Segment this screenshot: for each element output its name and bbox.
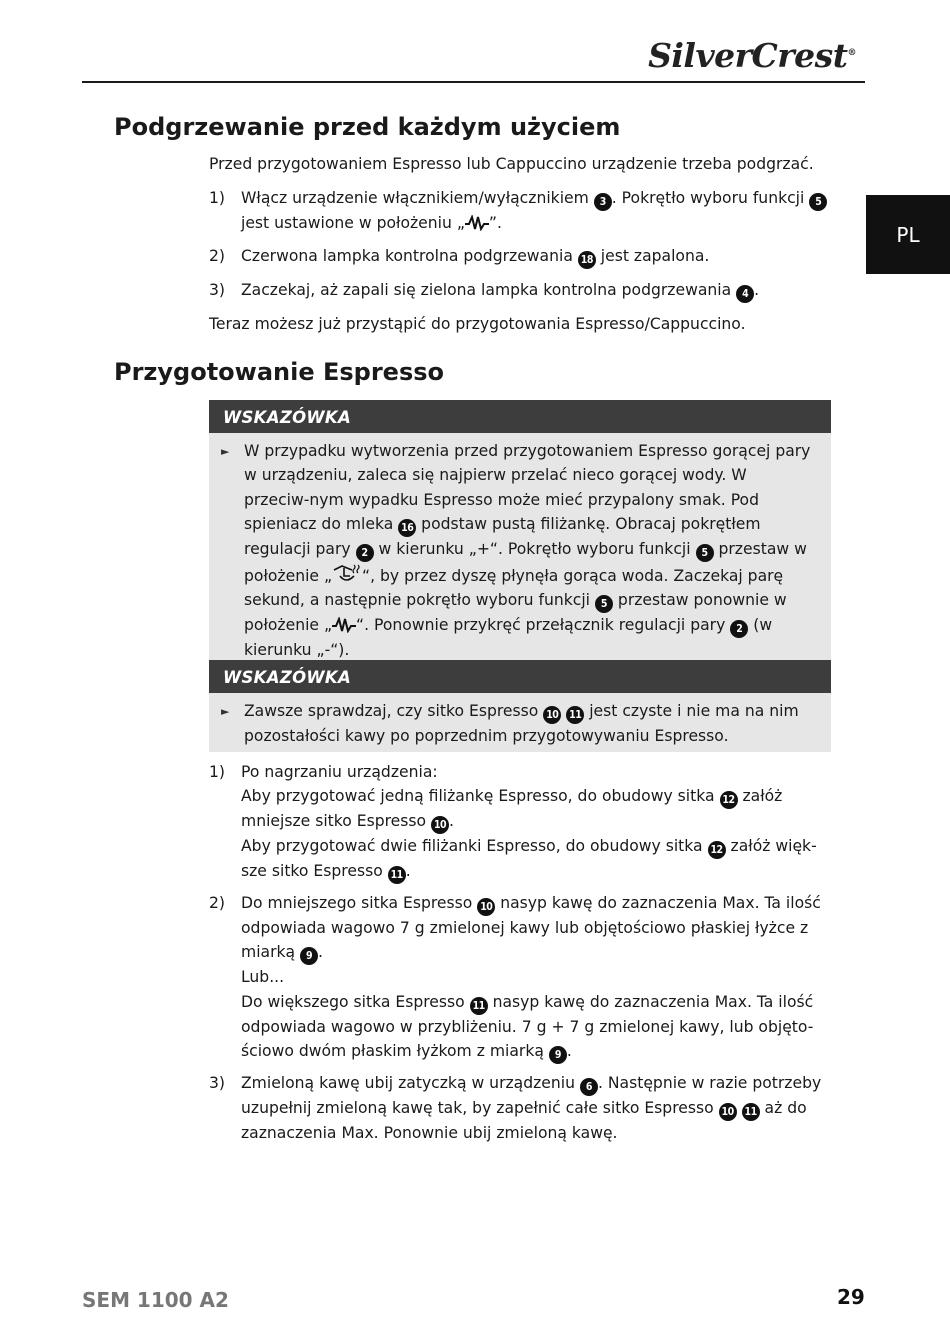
callout-number: 12 (720, 791, 738, 809)
callout-number: 9 (549, 1046, 567, 1064)
espresso-heat-symbol-icon (465, 215, 489, 231)
callout-number: 11 (388, 866, 406, 884)
callout-number: 2 (730, 620, 748, 638)
callout-number: 4 (736, 285, 754, 303)
callout-number: 11 (470, 997, 488, 1015)
preheat-step-3: 3) Zaczekaj, aż zapali się zielona lampka kontrolna podgrzewania 4 . (209, 278, 831, 303)
hint-heading: WSKAZÓWKA (209, 660, 831, 693)
language-tab: PL (866, 195, 950, 274)
section-title-espresso: Przygotowanie Espresso (114, 358, 445, 386)
espresso-heat-symbol-icon (332, 617, 356, 633)
section-title-preheating: Podgrzewanie przed każdym użyciem (114, 113, 621, 141)
espresso-step-1: 1) Po nagrzaniu urządzenia: Aby przygotować jedną filiżankę Espresso, do obudowy sitka 12 załóż mniejsze sitko Espresso 10 . Aby przygotować dwie filiżanki Espresso, do obudowy sitka 12 załóż więk-sze sitko Espresso 11 . (209, 760, 831, 884)
callout-number: 3 (594, 193, 612, 211)
hint-box-1 (209, 400, 831, 666)
callout-number: 11 (742, 1103, 760, 1121)
callout-number: 10 (477, 898, 495, 916)
preheat-outro: Teraz możesz już przystąpić do przygotowania Espresso/Cappuccino. (209, 315, 746, 333)
callout-number: 5 (696, 544, 714, 562)
callout-number: 10 (719, 1103, 737, 1121)
hint-text: ► W przypadku wytworzenia przed przygotowaniem Espresso gorącej pary w urządzeniu, zaleca się najpierw przelać nieco gorącej wody. W przeciw-nym wypadku Espresso może mieć przypalony smak. Pod spieniacz do mleka 16 podstaw pustą filiżankę. Obracaj pokrętłem regulacji pary 2 w kierunku „+“. Pokrętło wyboru funkcji 5 przestaw w położenie „ “, by przez dyszę płynęła gorąca woda. Zaczekaj parę sekund, a następnie pokrętło wyboru funkcji 5 przestaw ponownie w położenie „ “. Ponownie przykręć przełącznik regulacji pary 2 (w kierunku „-“). (221, 442, 811, 660)
model-number: SEM 1100 A2 (82, 1288, 229, 1312)
callout-number: 5 (595, 595, 613, 613)
callout-number: 18 (578, 251, 596, 269)
hot-water-symbol-icon (332, 562, 362, 584)
header-rule (82, 81, 865, 83)
callout-number: 9 (300, 947, 318, 965)
hint-text: ► Zawsze sprawdzaj, czy sitko Espresso 10 11 jest czyste i nie ma na nim pozostałości kawy po poprzednim przygotowywaniu Espresso. (221, 702, 799, 745)
bullet-arrow-icon: ► (221, 705, 230, 718)
preheat-intro: Przed przygotowaniem Espresso lub Cappuccino urządzenie trzeba podgrzać. (209, 155, 814, 173)
preheat-step-1: 1) Włącz urządzenie włącznikiem/wyłącznikiem 3 . Pokrętło wyboru funkcji 5 jest ustawione w położeniu „ ”. (209, 186, 831, 235)
hint-box-2 (209, 660, 831, 752)
callout-number: 10 (543, 706, 561, 724)
hint-heading: WSKAZÓWKA (209, 400, 831, 433)
callout-number: 6 (580, 1078, 598, 1096)
page-number: 29 (837, 1285, 865, 1309)
preheat-step-2: 2) Czerwona lampka kontrolna podgrzewania 18 jest zapalona. (209, 244, 831, 269)
bullet-arrow-icon: ► (221, 445, 230, 458)
espresso-step-3: 3) Zmieloną kawę ubij zatyczką w urządzeniu 6 . Następnie w razie potrzeby uzupełnij zmieloną kawę tak, by zapełnić całe sitko Espresso 10 11 aż do zaznaczenia Max. Ponownie ubij zmieloną kawę. (209, 1074, 822, 1142)
callout-number: 10 (431, 816, 449, 834)
callout-number: 2 (356, 544, 374, 562)
brand-logo: SilverCrest® (648, 36, 856, 75)
callout-number: 16 (398, 519, 416, 537)
callout-number: 11 (566, 706, 584, 724)
callout-number: 12 (708, 841, 726, 859)
espresso-step-2: 2) Do mniejszego sitka Espresso 10 nasyp kawę do zaznaczenia Max. Ta ilość odpowiada wagowo 7 g zmielonej kawy lub objętościowo płaskiej łyżce z miarką 9 . Lub... Do większego sitka Espresso 11 nasyp kawę do zaznaczenia Max. Ta ilość odpowiada wagowo w przybliżeniu. 7 g + 7 g zmielonej kawy, lub objęto-ściowo dwóm płaskim łyżkom z miarką 9 . (209, 891, 831, 1064)
callout-number: 5 (809, 193, 827, 211)
